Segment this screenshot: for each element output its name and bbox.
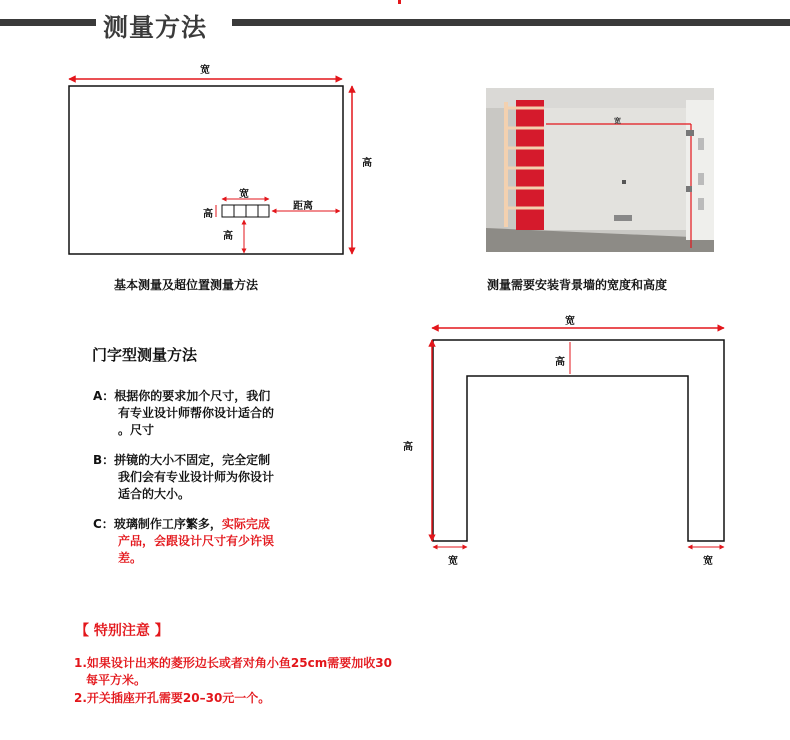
header-rule-right [232, 19, 790, 26]
door-item-c [93, 516, 343, 567]
left-foot-label: 宽 [448, 556, 458, 567]
door-inner-height-label: 高 [555, 357, 565, 368]
width-label: 宽 [200, 65, 210, 76]
header-rule-left [0, 19, 96, 26]
door-height-label: 高 [403, 442, 413, 453]
wall-outline [69, 86, 343, 254]
item-prefix: C： [93, 517, 114, 531]
elevation-label: 高 [223, 231, 233, 242]
inner-width-label: 宽 [239, 189, 249, 200]
door-section-title: 门字型测量方法 [92, 346, 198, 364]
wall-photo [486, 88, 714, 252]
distance-label: 距离 [293, 201, 313, 212]
header-accent-mark [398, 0, 401, 4]
door-width-label: 宽 [565, 316, 575, 327]
item-text: 我们会有专业设计师为你设计 [118, 470, 275, 484]
item-text: 。尺寸 [118, 423, 155, 437]
height-label: 高 [362, 158, 372, 169]
item-text: 适合的大小。 [118, 487, 191, 501]
door-item-b [93, 452, 343, 503]
inner-height-label: 高 [203, 209, 213, 220]
note-line: 每平方米。 [86, 673, 147, 687]
photo-caption: 测量需要安装背景墙的宽度和高度 [487, 278, 668, 292]
item-prefix: A： [93, 389, 115, 403]
item-text-highlight: 实际完成 [221, 517, 270, 531]
diagram-caption: 基本测量及超位置测量方法 [114, 278, 259, 292]
page-title: 测量方法 [103, 13, 208, 42]
mirror-panel [258, 205, 269, 217]
note-line: 1.如果设计出来的菱形边长或者对角小鱼25cm需要加收30 [74, 656, 392, 670]
item-text-highlight: 产品，会跟设计尺寸有少许误 [118, 534, 275, 548]
item-text-highlight: 差。 [118, 551, 143, 565]
note-line: 2.开关插座开孔需要20–30元一个。 [74, 691, 271, 705]
mirror-panel [234, 205, 246, 217]
item-prefix: B： [93, 453, 115, 467]
basic-measurement-diagram [60, 70, 380, 270]
item-text: 根据你的要求加个尺寸，我们 [114, 389, 271, 403]
item-text: 玻璃制作工序繁多， [113, 517, 222, 531]
item-text: 有专业设计师帮你设计适合的 [118, 406, 275, 420]
mirror-panel [246, 205, 258, 217]
photo-width-label: 宽 [614, 117, 621, 125]
notes-title: 【 特别注意 】 [75, 623, 169, 639]
mirror-panel [222, 205, 234, 217]
door-measurement-diagram [420, 316, 740, 576]
door-outline [433, 340, 724, 541]
door-item-a [93, 388, 343, 439]
right-foot-label: 宽 [703, 556, 713, 567]
item-text: 拼镜的大小不固定，完全定制 [114, 453, 271, 467]
